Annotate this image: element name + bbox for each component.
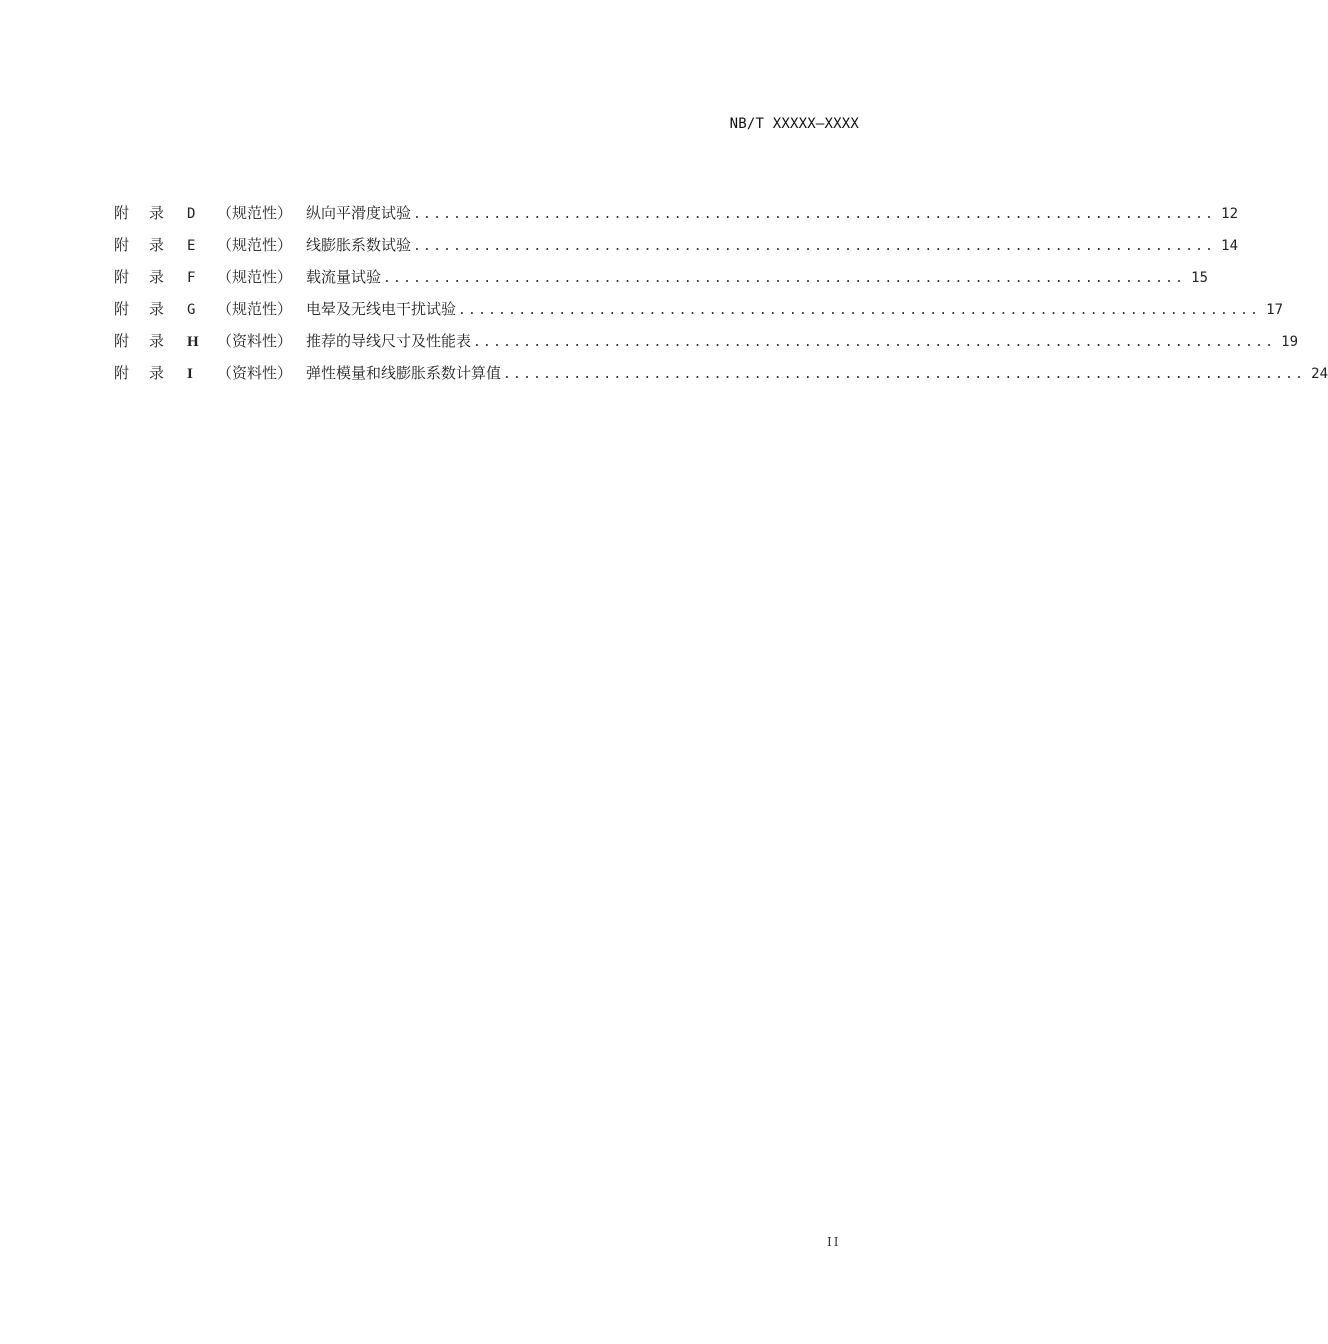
toc-entry-title: 纵向平滑度试验	[306, 204, 412, 222]
toc-prefix-label: 附	[114, 204, 130, 222]
toc-appendix-letter: D	[187, 206, 196, 222]
toc-entry-appendix-g[interactable]	[114, 297, 1284, 329]
toc-appendix-letter: F	[187, 270, 196, 286]
toc-prefix-label: 录	[149, 364, 165, 382]
toc-appendix-type: （规范性）	[217, 236, 293, 254]
toc-prefix-label: 附	[114, 364, 130, 382]
toc-entry-appendix-d[interactable]	[114, 201, 1239, 233]
toc-appendix-letter: E	[187, 238, 196, 254]
toc-dot-leader: ................................................................................	[503, 367, 1306, 382]
toc-appendix-type: （规范性）	[217, 204, 293, 222]
table-of-contents	[114, 201, 1328, 393]
toc-page-number: 12	[1221, 206, 1239, 222]
toc-prefix-label: 附	[114, 332, 130, 350]
toc-entry-title: 电晕及无线电干扰试验	[306, 300, 457, 318]
toc-prefix-label: 录	[149, 204, 165, 222]
toc-appendix-letter: I	[187, 366, 193, 382]
toc-dot-leader: ................................................................................	[473, 335, 1276, 350]
toc-prefix-label: 附	[114, 268, 130, 286]
toc-page-number: 19	[1281, 334, 1299, 350]
toc-entry-appendix-e[interactable]	[114, 233, 1239, 265]
toc-page-number: 24	[1311, 366, 1328, 382]
toc-entry-title: 载流量试验	[306, 268, 382, 286]
toc-dot-leader: ................................................................................	[413, 239, 1216, 254]
toc-page-number: 14	[1221, 238, 1239, 254]
toc-appendix-type: （资料性）	[217, 332, 293, 350]
toc-entry-title: 线膨胀系数试验	[306, 236, 412, 254]
toc-page-number: 17	[1266, 302, 1284, 318]
toc-dot-leader: ................................................................................	[458, 303, 1261, 318]
toc-appendix-type: （资料性）	[217, 364, 293, 382]
toc-appendix-letter: G	[187, 302, 196, 318]
toc-prefix-label: 附	[114, 300, 130, 318]
toc-prefix-label: 附	[114, 236, 130, 254]
toc-dot-leader: ................................................................................	[413, 207, 1216, 222]
toc-prefix-label: 录	[149, 268, 165, 286]
toc-entry-title: 推荐的导线尺寸及性能表	[306, 332, 472, 350]
toc-prefix-label: 录	[149, 300, 165, 318]
toc-entry-appendix-i[interactable]	[114, 361, 1328, 393]
toc-dot-leader: ................................................................................	[383, 271, 1186, 286]
toc-entry-appendix-f[interactable]	[114, 265, 1209, 297]
footer-page-number: II	[827, 1235, 841, 1249]
toc-appendix-letter: H	[187, 334, 199, 350]
toc-appendix-type: （规范性）	[217, 300, 293, 318]
toc-page-number: 15	[1191, 270, 1209, 286]
toc-entry-title: 弹性模量和线膨胀系数计算值	[306, 364, 502, 382]
toc-entry-appendix-h[interactable]	[114, 329, 1299, 361]
document-code-header: NB/T XXXXX—XXXX	[729, 116, 859, 132]
toc-prefix-label: 录	[149, 236, 165, 254]
toc-appendix-type: （规范性）	[217, 268, 293, 286]
toc-prefix-label: 录	[149, 332, 165, 350]
